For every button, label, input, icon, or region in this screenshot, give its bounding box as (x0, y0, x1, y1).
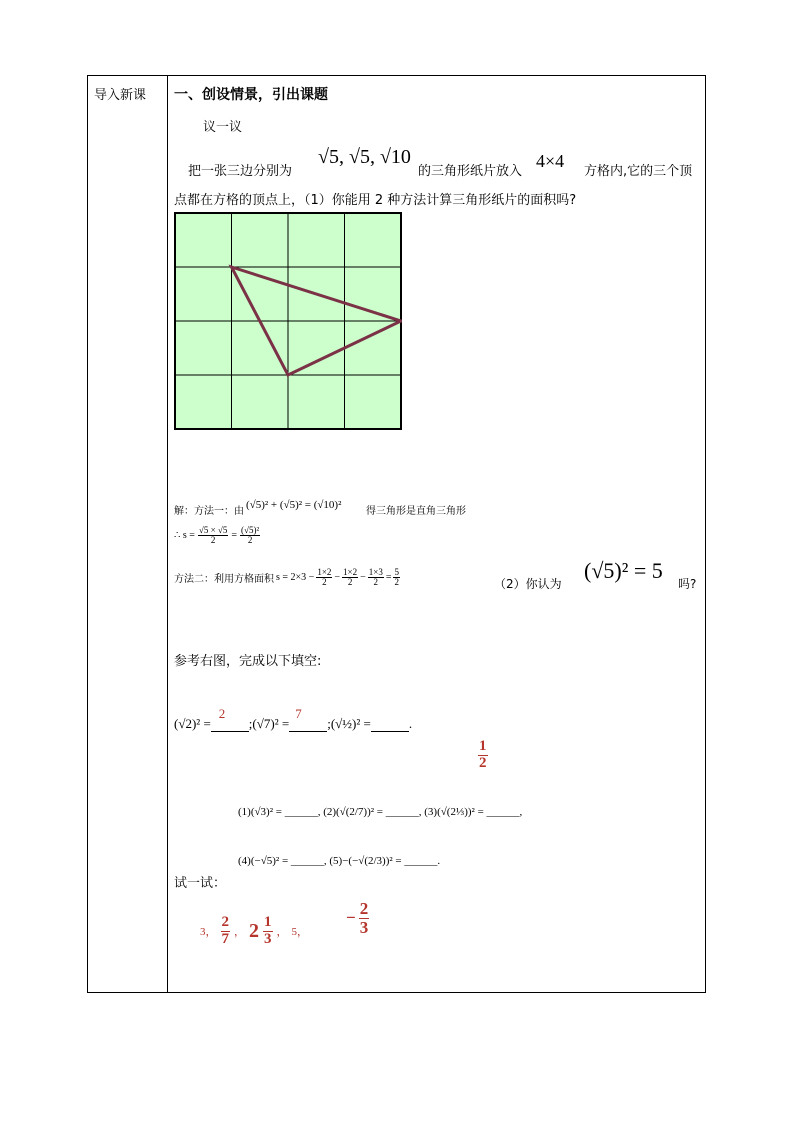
question-2-suffix: 吗? (678, 577, 697, 591)
method-2-term-2 (342, 568, 358, 588)
equals-sign: = (385, 572, 392, 584)
fraction-denominator: 3 (264, 930, 272, 947)
fraction-numerator: 2 (359, 899, 369, 918)
therefore-fraction-2 (240, 526, 260, 546)
method-2-result (393, 568, 400, 588)
answer-1: 3， (200, 926, 217, 939)
fraction-denominator: 2 (210, 535, 216, 546)
method-2-expression: s = 2×3 − (276, 572, 315, 584)
fraction-numerator: 5 (394, 567, 399, 577)
solution-conclusion: 得三角形是直角三角形 (366, 506, 466, 517)
practice-row-1: (1)(√3)² = ______, (2)(√(2/7))² = ______, (3)(√(2⅓))² = ______, (238, 806, 523, 818)
fill-row-1 (174, 706, 413, 732)
intro-text-a: 把一张三边分别为 (188, 164, 293, 179)
fraction-denominator: 2 (247, 535, 253, 546)
fraction-numerator: 1×2 (317, 567, 332, 577)
fraction-denominator: 7 (221, 930, 229, 947)
fill-answer-2: 7 (295, 706, 302, 721)
therefore-prefix: ∴ s = (174, 530, 195, 542)
intro-text-b: 的三角形纸片放入 (418, 164, 523, 179)
answer-2-fraction (221, 915, 231, 948)
fill-answer-1: 2 (218, 706, 226, 721)
fraction-denominator: 3 (359, 917, 369, 937)
answers-row (200, 915, 308, 948)
practice-row-2: (4)(−√5)² = ______, (5)−(−√(2/3))² = ______. (238, 855, 441, 867)
method-2-term-1 (316, 568, 332, 588)
method-2-line (174, 568, 400, 588)
fill-blank-1[interactable] (211, 706, 249, 732)
question-2-expression: (√5)² = 5 (584, 558, 663, 583)
intro-grid-size: 4×4 (536, 151, 565, 171)
answer-3-whole: 2 (249, 919, 259, 942)
fill-expression-3: (√½)² = (330, 715, 371, 731)
answer-4: 5， (291, 926, 308, 939)
fill-expression-2: (√7)² = (252, 715, 290, 731)
separator: ; (327, 715, 331, 731)
solution-equation-1: (√5)² + (√5)² = (√10)² (246, 499, 342, 511)
reference-instruction: 参考右图，完成以下填空: (174, 654, 322, 669)
equals-sign: = (231, 530, 238, 542)
fraction-numerator: √5 × √5 (198, 525, 228, 535)
solution-prefix: 解：方法一：由 (174, 506, 244, 517)
fraction-numerator: (√5)² (241, 525, 260, 535)
fraction-numerator: 1 (264, 914, 272, 930)
try-label: 试一试： (174, 876, 227, 891)
question-2-prefix: （2）你认为 (494, 577, 562, 591)
column-divider (167, 75, 168, 993)
fill-answer-3-fraction (478, 739, 488, 772)
therefore-line (174, 526, 260, 546)
therefore-fraction-1 (198, 526, 228, 546)
answer-5-fraction (359, 900, 370, 937)
method-2-term-3 (368, 568, 384, 588)
left-column-label: 导入新课 (94, 88, 147, 103)
intro-sides-formula: √5, √5, √10 (318, 146, 411, 168)
fraction-denominator: 2 (394, 577, 399, 588)
minus-sign: − (360, 572, 366, 584)
fraction-numerator: 2 (221, 914, 229, 930)
fraction-numerator: 1×2 (343, 567, 358, 577)
answer-3-fraction (263, 915, 273, 948)
fraction-denominator: 2 (347, 577, 353, 588)
minus-sign: − (334, 572, 341, 584)
answer-separator: ， (276, 926, 288, 939)
answer-5-sign: − (346, 908, 356, 928)
method-2-prefix: 方法二：利用方格面积 (174, 574, 274, 586)
separator: ; (248, 715, 253, 731)
intro-text-c: 方格内,它的三个顶 (584, 164, 693, 179)
fraction-numerator: 1×3 (368, 567, 383, 577)
fill-blank-2[interactable] (289, 706, 327, 732)
period: . (408, 715, 413, 731)
fill-answer-3 (478, 739, 488, 772)
subtitle: 议一议 (203, 120, 243, 135)
fraction-denominator: 2 (322, 577, 327, 588)
fraction-denominator: 2 (373, 577, 379, 588)
fill-blank-3[interactable] (371, 715, 409, 732)
fraction-numerator: 1 (479, 738, 487, 754)
grid-figure (174, 212, 402, 430)
fill-expression-1: (√2)² = (174, 715, 211, 731)
intro-line-2: 点都在方格的顶点上，（1）你能用 2 种方法计算三角形纸片的面积吗? (174, 193, 577, 208)
section-title: 一、创设情景，引出课题 (174, 87, 328, 103)
answer-5 (346, 900, 369, 937)
fraction-denominator: 2 (479, 754, 487, 771)
answer-separator: ， (234, 926, 245, 939)
